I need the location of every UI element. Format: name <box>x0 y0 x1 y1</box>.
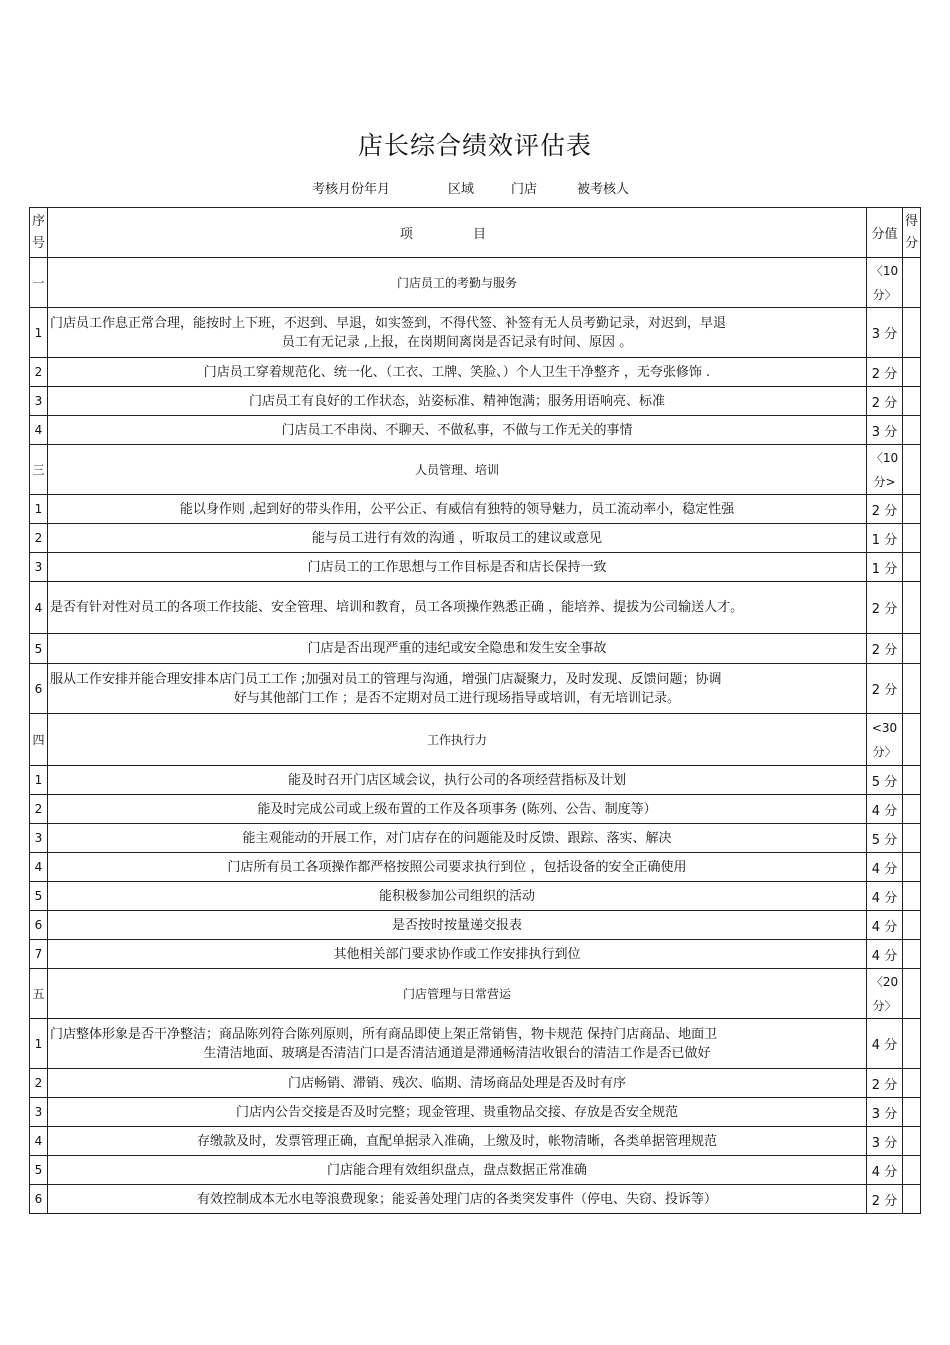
item-text: 门店员工有良好的工作状态，站姿标准、精神饱满；服务用语响亮、标准 <box>48 387 867 416</box>
item-score: 5 分 <box>867 824 903 853</box>
item-score: 2 分 <box>867 495 903 524</box>
item-score: 2 分 <box>867 387 903 416</box>
got-score-cell <box>903 416 921 445</box>
row-number: 4 <box>30 416 48 445</box>
item-text: 能与员工进行有效的沟通 ，听取员工的建议或意见 <box>48 524 867 553</box>
item-score: 3 分 <box>867 308 903 358</box>
section-title: 门店员工的考勤与服务 <box>48 258 867 308</box>
got-score-cell <box>903 795 921 824</box>
item-score: 4 分 <box>867 882 903 911</box>
section-score: 〈20 分〉 <box>867 969 903 1019</box>
item-text: 能及时完成公司或上级布置的工作及各项事务 (陈列、公告、制度等） <box>48 795 867 824</box>
row-number: 6 <box>30 664 48 714</box>
value-header: 分值 <box>867 208 903 258</box>
table-row <box>30 524 921 553</box>
item-text: 门店能合理有效组织盘点，盘点数据正常准确 <box>48 1156 867 1185</box>
got-score-cell <box>903 969 921 1019</box>
row-number: 5 <box>30 634 48 664</box>
item-header: 项 目 <box>48 208 867 258</box>
item-text: 有效控制成本无水电等浪费现象；能妥善处理门店的各类突发事件（停电、失窃、投诉等） <box>48 1185 867 1214</box>
row-number: 3 <box>30 824 48 853</box>
got-score-cell <box>903 1069 921 1098</box>
item-score: 4 分 <box>867 1019 903 1069</box>
section-row <box>30 258 921 308</box>
assessee-label: 被考核人 <box>577 182 630 197</box>
row-number: 5 <box>30 882 48 911</box>
item-score: 4 分 <box>867 795 903 824</box>
got-score-cell <box>903 882 921 911</box>
item-score: 2 分 <box>867 1069 903 1098</box>
section-score: 〈10 分〉 <box>867 258 903 308</box>
got-score-header: 得 分 <box>903 208 921 258</box>
item-score: 2 分 <box>867 634 903 664</box>
got-score-cell <box>903 766 921 795</box>
got-score-cell <box>903 524 921 553</box>
table-row <box>30 882 921 911</box>
row-number: 2 <box>30 358 48 387</box>
section-row <box>30 445 921 495</box>
item-text: 门店员工的工作思想与工作目标是否和店长保持一致 <box>48 553 867 582</box>
got-score-cell <box>903 940 921 969</box>
item-text: 门店整体形象是否干净整洁；商品陈列符合陈列原则，所有商品即使上架正常销售，物卡规范 保持门店商品、地面卫 生清洁地面、玻璃是否清洁门口是否清洁通道是滞通畅清洁收银台的清洁工作是否已做好 <box>48 1019 867 1069</box>
section-number: 五 <box>30 969 48 1019</box>
table-row <box>30 1098 921 1127</box>
item-score: 2 分 <box>867 582 903 634</box>
item-score: 4 分 <box>867 940 903 969</box>
got-score-cell <box>903 258 921 308</box>
row-number: 3 <box>30 553 48 582</box>
meta-line <box>0 178 950 196</box>
item-text: 门店是否出现严重的违纪或安全隐患和发生安全事故 <box>48 634 867 664</box>
item-text: 其他相关部门要求协作或工作安排执行到位 <box>48 940 867 969</box>
section-score: <30 分〉 <box>867 714 903 766</box>
table-row <box>30 495 921 524</box>
got-score-cell <box>903 1156 921 1185</box>
item-score: 1 分 <box>867 524 903 553</box>
item-text: 服从工作安排并能合理安排本店门员工工作 ;加强对员工的管理与沟通，增强门店凝聚力，及时发现、反馈问题；协调 好与其他部门工作 ；是否不定期对员工进行现场指导或培训，有无培训记录。 <box>48 664 867 714</box>
item-text: 能及时召开门店区域会议，执行公司的各项经营指标及计划 <box>48 766 867 795</box>
got-score-cell <box>903 553 921 582</box>
got-score-cell <box>903 495 921 524</box>
item-score: 2 分 <box>867 1185 903 1214</box>
table-row <box>30 795 921 824</box>
item-score: 3 分 <box>867 1127 903 1156</box>
table-row <box>30 553 921 582</box>
table-row <box>30 766 921 795</box>
section-number: 四 <box>30 714 48 766</box>
got-score-cell <box>903 1098 921 1127</box>
item-text: 门店畅销、滞销、残次、临期、清场商品处理是否及时有序 <box>48 1069 867 1098</box>
table-row <box>30 387 921 416</box>
table-row <box>30 308 921 358</box>
item-score: 3 分 <box>867 416 903 445</box>
month-label: 考核月份年月 <box>312 182 391 197</box>
item-score: 2 分 <box>867 358 903 387</box>
item-text: 存缴款及时，发票管理正确，直配单据录入准确，上缴及时，帐物清晰，各类单据管理规范 <box>48 1127 867 1156</box>
got-score-cell <box>903 911 921 940</box>
section-title: 人员管理、培训 <box>48 445 867 495</box>
table-row <box>30 1019 921 1069</box>
table-row <box>30 582 921 634</box>
item-score: 3 分 <box>867 1098 903 1127</box>
section-row <box>30 714 921 766</box>
row-number: 4 <box>30 1127 48 1156</box>
got-score-cell <box>903 582 921 634</box>
item-score: 4 分 <box>867 853 903 882</box>
row-number: 1 <box>30 1019 48 1069</box>
row-number: 1 <box>30 766 48 795</box>
table-row <box>30 1185 921 1214</box>
table-row <box>30 1069 921 1098</box>
section-row <box>30 969 921 1019</box>
got-score-cell <box>903 1185 921 1214</box>
item-text: 门店员工作息正常合理，能按时上下班，不迟到、早退，如实签到，不得代签、补签有无人员考勤记录，对迟到，早退 员工有无记录 ,上报，在岗期间离岗是否记录有时间、原因 。 <box>48 308 867 358</box>
store-label: 门店 <box>511 182 538 197</box>
table-row <box>30 940 921 969</box>
table-row <box>30 911 921 940</box>
row-number: 6 <box>30 1185 48 1214</box>
item-text: 能以身作则 ,起到好的带头作用，公平公正、有威信有独特的领导魅力，员工流动率小，稳定性强 <box>48 495 867 524</box>
section-title: 门店管理与日常营运 <box>48 969 867 1019</box>
table-row <box>30 416 921 445</box>
item-text: 是否按时按量递交报表 <box>48 911 867 940</box>
item-score: 4 分 <box>867 911 903 940</box>
got-score-cell <box>903 358 921 387</box>
item-text: 能积极参加公司组织的活动 <box>48 882 867 911</box>
table-header-row <box>30 208 921 258</box>
table-row <box>30 853 921 882</box>
item-score: 5 分 <box>867 766 903 795</box>
got-score-cell <box>903 853 921 882</box>
section-title: 工作执行力 <box>48 714 867 766</box>
row-number: 1 <box>30 495 48 524</box>
got-score-cell <box>903 308 921 358</box>
region-label: 区域 <box>448 182 475 197</box>
item-text: 门店员工穿着规范化、统一化、（工衣、工牌、笑脸、）个人卫生干净整齐 ，无夸张修饰 . <box>48 358 867 387</box>
item-score: 1 分 <box>867 553 903 582</box>
row-number: 7 <box>30 940 48 969</box>
item-text: 门店所有员工各项操作都严格按照公司要求执行到位 ，包括设备的安全正确使用 <box>48 853 867 882</box>
row-number: 6 <box>30 911 48 940</box>
section-number: 一 <box>30 258 48 308</box>
table-row <box>30 358 921 387</box>
evaluation-table <box>29 207 921 1214</box>
table-row <box>30 1127 921 1156</box>
item-score: 2 分 <box>867 664 903 714</box>
page-title: 店长综合绩效评估表 <box>357 131 592 160</box>
item-text: 门店员工不串岗、不聊天、不做私事，不做与工作无关的事情 <box>48 416 867 445</box>
row-number: 2 <box>30 795 48 824</box>
row-number: 2 <box>30 1069 48 1098</box>
item-text: 是否有针对性对员工的各项工作技能、安全管理、培训和教育，员工各项操作熟悉正确 ，能培养、提拔为公司输送人才。 <box>48 582 867 634</box>
row-number: 3 <box>30 387 48 416</box>
got-score-cell <box>903 1127 921 1156</box>
section-number: 三 <box>30 445 48 495</box>
got-score-cell <box>903 445 921 495</box>
table-row <box>30 1156 921 1185</box>
section-score: 〈10 分> <box>867 445 903 495</box>
got-score-cell <box>903 387 921 416</box>
got-score-cell <box>903 714 921 766</box>
row-number: 3 <box>30 1098 48 1127</box>
got-score-cell <box>903 634 921 664</box>
got-score-cell <box>903 1019 921 1069</box>
seq-header: 序 号 <box>30 208 48 258</box>
table-row <box>30 634 921 664</box>
item-score: 4 分 <box>867 1156 903 1185</box>
item-text: 门店内公告交接是否及时完整；现金管理、贵重物品交接、存放是否安全规范 <box>48 1098 867 1127</box>
table-row <box>30 664 921 714</box>
row-number: 4 <box>30 582 48 634</box>
row-number: 2 <box>30 524 48 553</box>
got-score-cell <box>903 664 921 714</box>
row-number: 1 <box>30 308 48 358</box>
row-number: 4 <box>30 853 48 882</box>
item-text: 能主观能动的开展工作，对门店存在的问题能及时反馈、跟踪、落实、解决 <box>48 824 867 853</box>
row-number: 5 <box>30 1156 48 1185</box>
table-row <box>30 824 921 853</box>
got-score-cell <box>903 824 921 853</box>
